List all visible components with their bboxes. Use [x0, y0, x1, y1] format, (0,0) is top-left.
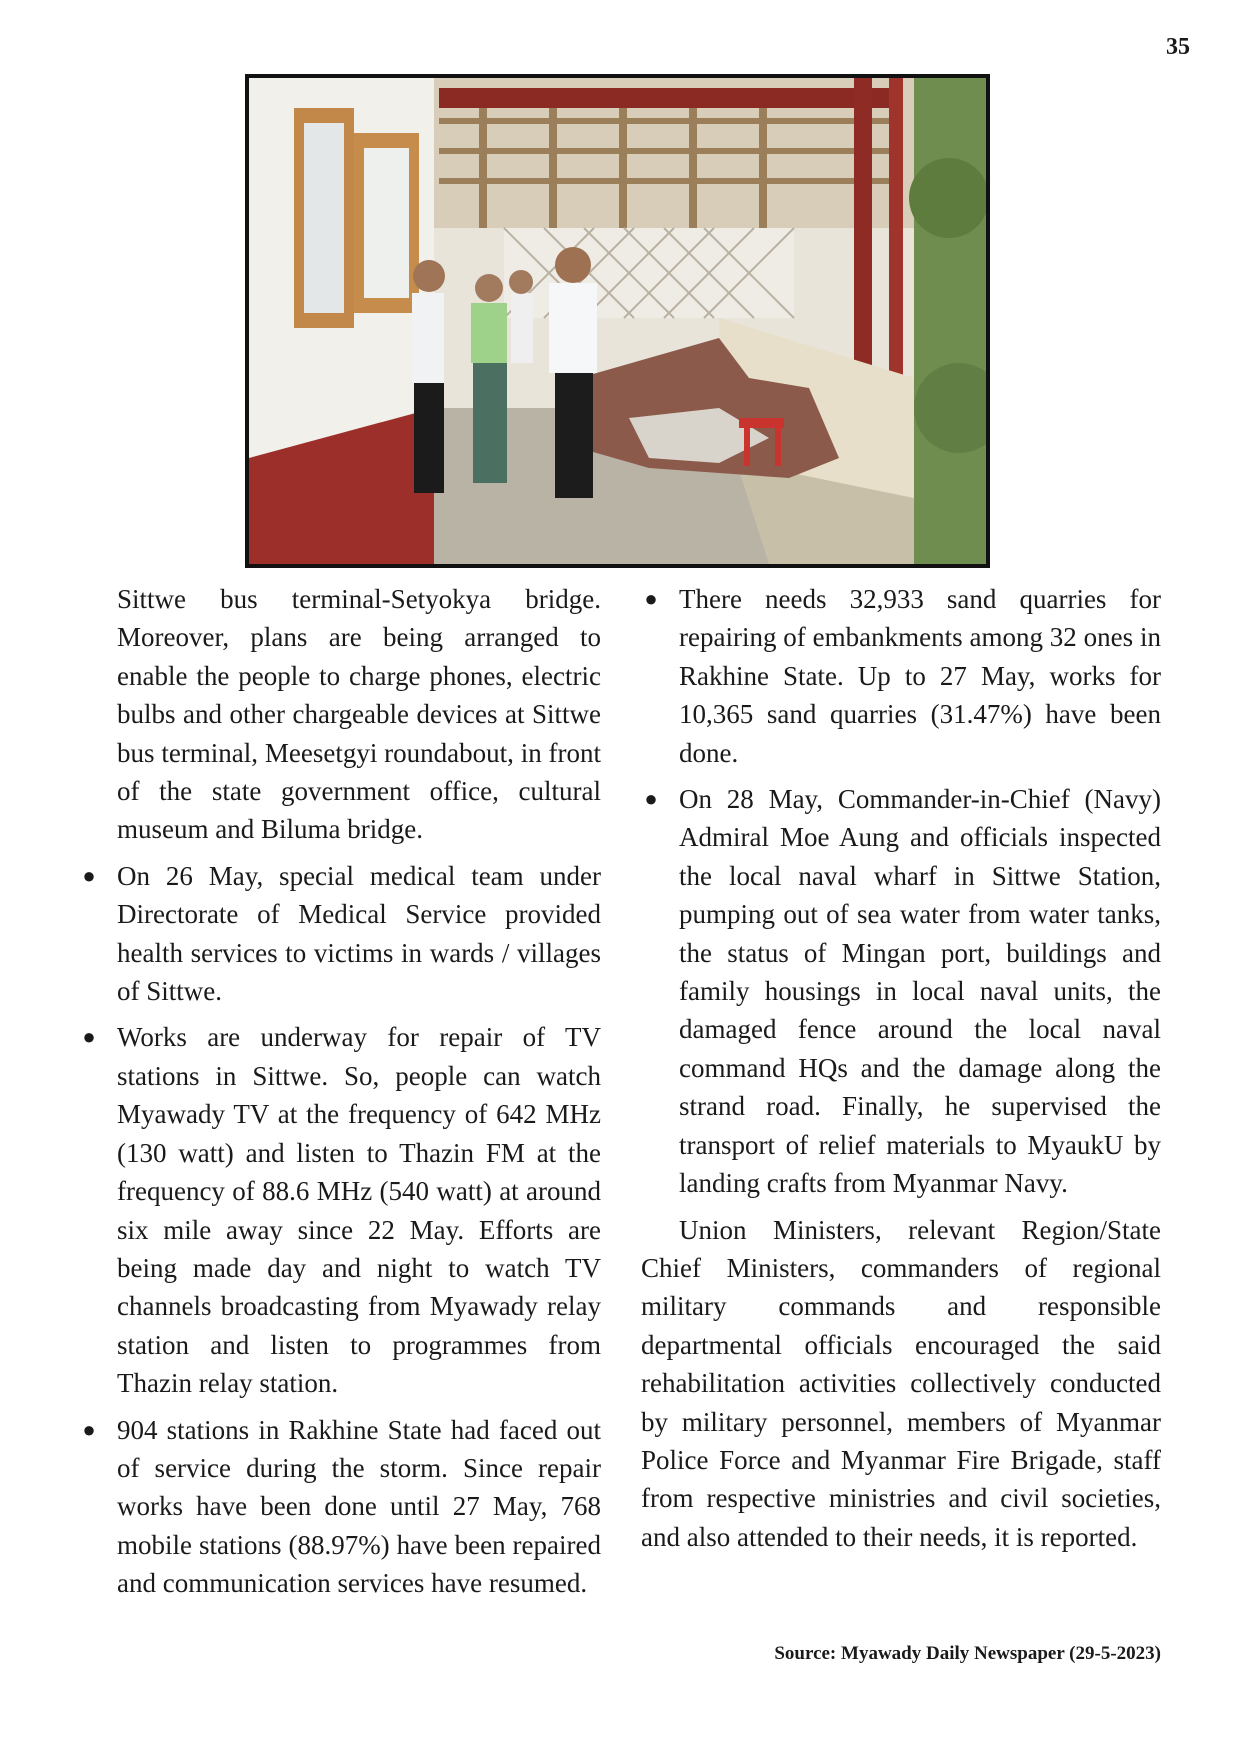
page-number: 35	[1166, 34, 1190, 60]
list-item: ● On 26 May, special medical team under Directorate of Medical Service provided health services to victims in wards / villages of Sittwe.	[117, 857, 601, 1011]
bullet-icon: ●	[82, 862, 96, 888]
right-column	[641, 580, 1161, 1564]
list-item: ● 904 stations in Rakhine State had faced out of service during the storm. Since repair works have been done until 27 May, 768 mobile stations (88.97%) have been repaired and communication services have resumed.	[117, 1411, 601, 1603]
news-photo	[245, 74, 990, 568]
list-item: ● On 28 May, Commander-in-Chief (Navy) Admiral Moe Aung and officials inspected the local naval wharf in Sittwe Station, pumping out of sea water from water tanks, the status of Mingan port, buildings and family housings in local naval units, the damaged fence around the local naval command HQs and the damage along the strand road. Finally, he supervised the transport of relief materials to MyaukU by landing crafts from Myanmar Navy.	[641, 780, 1161, 1202]
list-item: ● There needs 32,933 sand quarries for repairing of embankments among 32 ones in Rakhine State. Up to 27 May, works for 10,365 sand quarries (31.47%) have been done.	[641, 580, 1161, 772]
bullet-icon: ●	[82, 1024, 96, 1050]
right-bullet-list	[641, 580, 1161, 1203]
left-bullet-list	[82, 857, 601, 1603]
bullet-icon: ●	[82, 1416, 96, 1442]
bullet-icon: ●	[644, 586, 658, 611]
source-citation: Source: Myawady Daily Newspaper (29-5-2023)	[774, 1643, 1161, 1664]
left-column	[82, 580, 601, 1611]
list-item: ● Works are underway for repair of TV stations in Sittwe. So, people can watch Myawady TV at the frequency of 642 MHz (130 watt) and listen to Thazin FM at the frequency of 88.6 MHz (540 watt) at around six mile away since 22 May. Efforts are being made day and night to watch TV channels broadcasting from Myawady relay station and listen to programmes from Thazin relay station.	[117, 1018, 601, 1402]
left-continuation-paragraph: Sittwe bus terminal-Setyokya bridge. Moreover, plans are being arranged to enable the people to charge phones, electric bulbs and other chargeable devices at Sittwe bus terminal, Meesetgyi roundabout, in front of the state government office, cultural museum and Biluma bridge.	[117, 584, 601, 845]
photo-officials-inspecting-damaged-building-icon	[249, 78, 986, 564]
bullet-icon: ●	[644, 786, 658, 812]
closing-paragraph: Union Ministers, relevant Region/State Chief Ministers, commanders of regional military commands and responsible departmental officials encouraged the said rehabilitation activities collectively conducted by military personnel, members of Myanmar Police Force and Myanmar Fire Brigade, staff from respective ministries and civil societies, and also attended to their needs, it is reported.	[641, 1214, 1161, 1552]
